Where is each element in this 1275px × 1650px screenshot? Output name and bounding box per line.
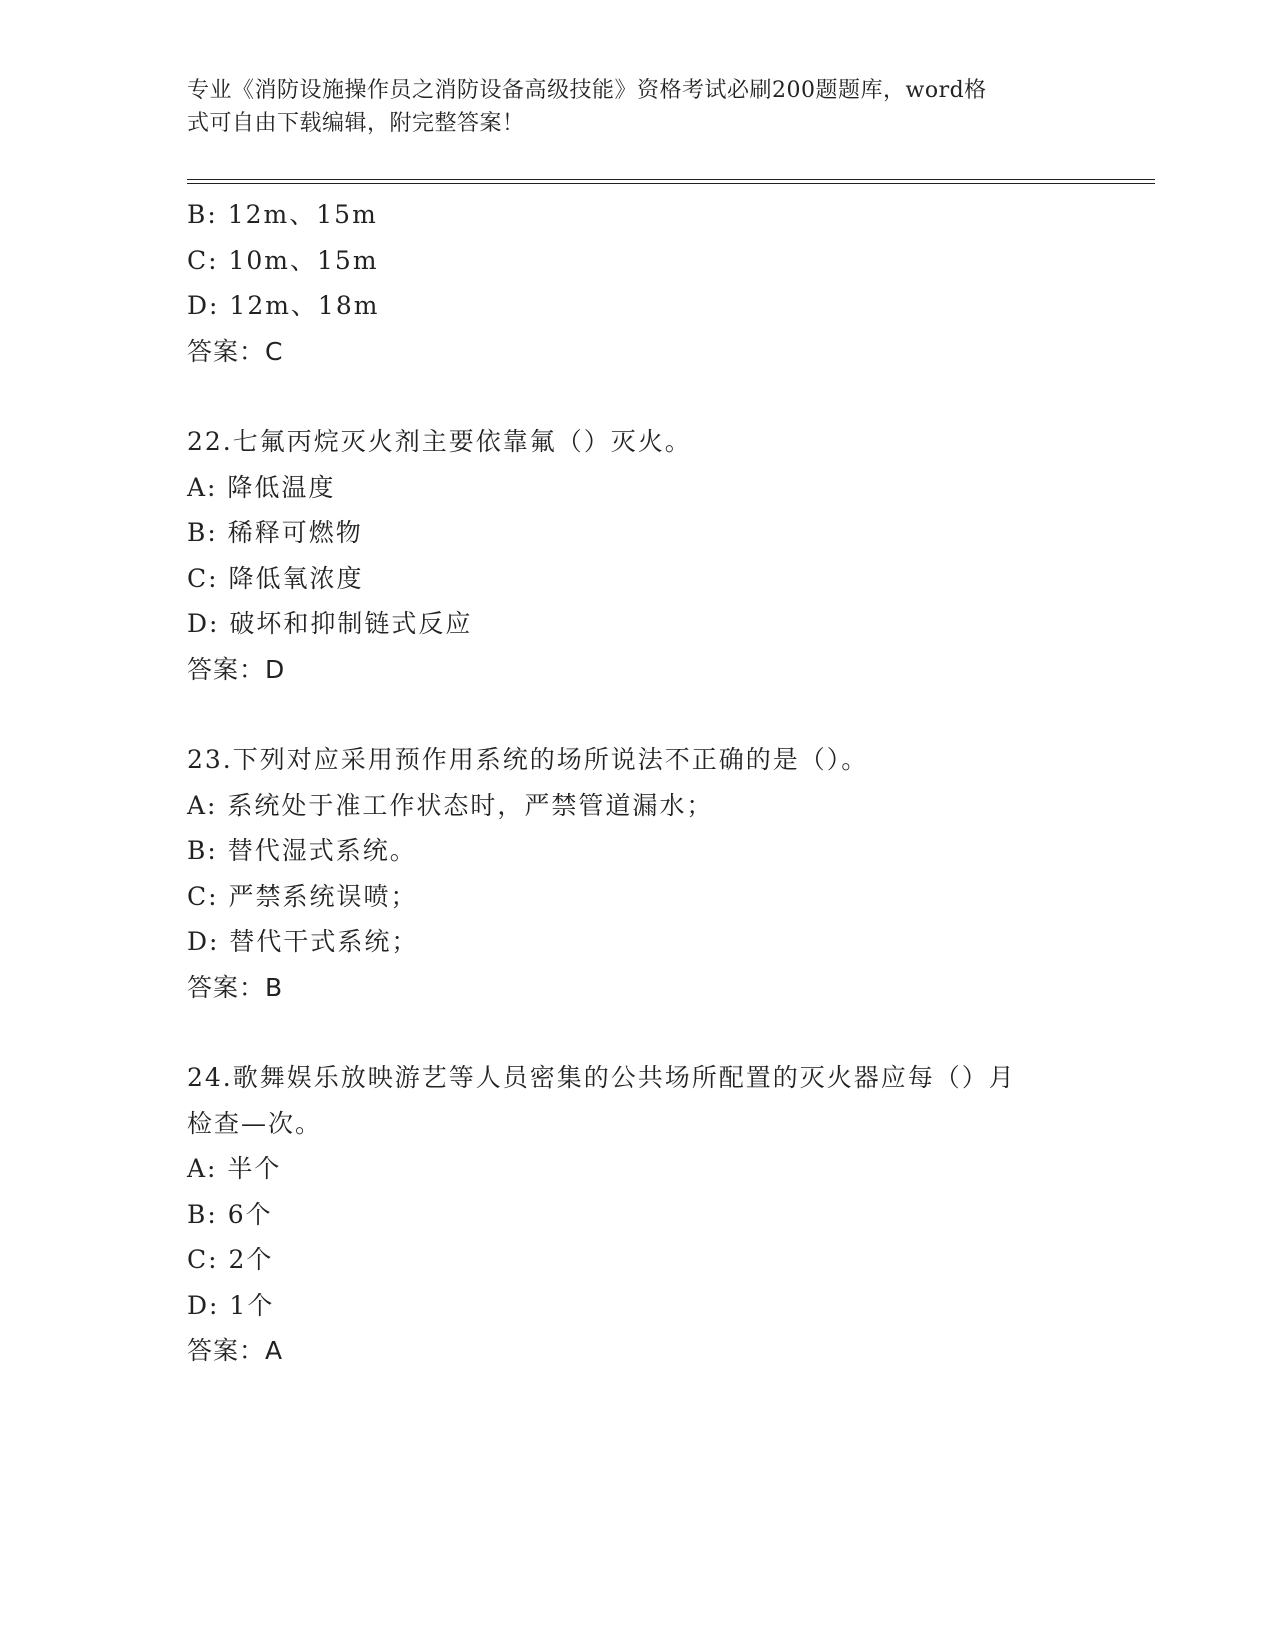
question-21-tail [187, 192, 1087, 374]
q22-option-c: C: 降低氧浓度 [187, 563, 364, 593]
q23-option-c: C: 严禁系统误喷； [187, 881, 418, 911]
q22-stem: 22.七氟丙烷灭火剂主要依靠氟（）灭火。 [187, 427, 692, 456]
question-22 [187, 419, 1087, 692]
q21-option-d: D: 12m、18m [187, 291, 380, 320]
q24-answer: 答案：A [187, 1336, 284, 1365]
header-line-1: 专业《消防设施操作员之消防设备高级技能》资格考试必刷200题题库，word格 [187, 78, 987, 103]
q23-stem: 23.下列对应采用预作用系统的场所说法不正确的是（）。 [187, 745, 869, 774]
q24-stem-line-1: 24.歌舞娱乐放映游艺等人员密集的公共场所配置的灭火器应每（）月 [187, 1063, 1016, 1092]
q21-answer: 答案：C [187, 336, 284, 366]
header-line-2: 式可自由下载编辑，附完整答案！ [187, 111, 525, 136]
question-24 [187, 1055, 1087, 1374]
q24-option-a: A: 半个 [187, 1154, 282, 1183]
q24-option-c: C: 2个 [187, 1245, 274, 1274]
q24-stem-line-2: 检查—次。 [187, 1108, 323, 1138]
header-divider [187, 179, 1155, 184]
document-header [187, 74, 1067, 140]
q23-answer: 答案：B [187, 972, 284, 1002]
q21-option-b: B: 12m、15m [187, 200, 378, 229]
spacer [187, 1010, 1087, 1055]
question-list [187, 192, 1087, 1374]
q22-option-a: A: 降低温度 [187, 472, 336, 502]
q23-option-b: B: 替代湿式系统。 [187, 836, 417, 865]
q23-option-d: D: 替代干式系统； [187, 927, 419, 956]
spacer [187, 692, 1087, 737]
q24-option-b: B: 6个 [187, 1199, 273, 1229]
question-23 [187, 737, 1087, 1010]
q24-option-d: D: 1个 [187, 1290, 275, 1320]
spacer [187, 374, 1087, 419]
q22-option-d: D: 破坏和抑制链式反应 [187, 609, 473, 638]
q21-option-c: C: 10m、15m [187, 245, 379, 275]
q23-option-a: A: 系统处于准工作状态时，严禁管道漏水； [187, 790, 714, 820]
q22-option-b: B: 稀释可燃物 [187, 518, 363, 547]
q22-answer: 答案：D [187, 654, 286, 684]
